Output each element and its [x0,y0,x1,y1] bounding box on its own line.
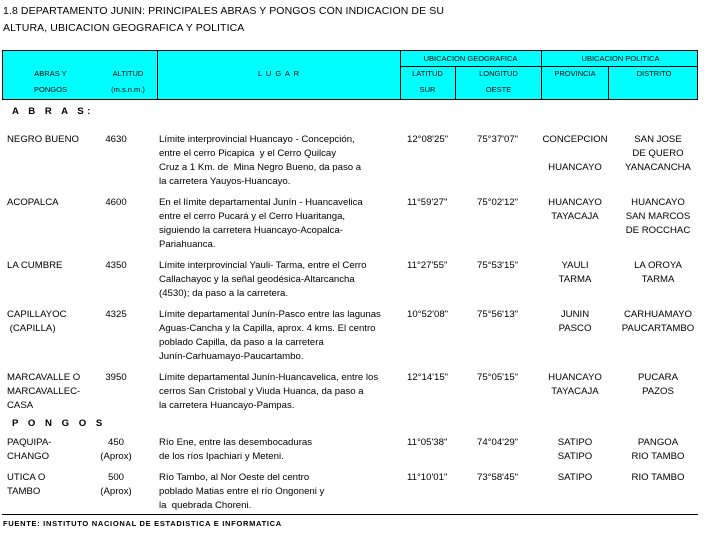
header-label: PONGOS [34,85,67,94]
cell-line: SATIPO [557,472,593,483]
cell-line: CONCEPCION [542,134,608,145]
cell-lon [477,133,537,147]
cell-line: 73°58'45" [477,472,519,483]
cell-line: TAYACAJA [551,211,599,222]
cell-lat [407,436,459,450]
cell-line: 74°04'29" [477,437,519,448]
cell-line: TARMA [641,274,675,285]
cell-line: Río Tambo, al Nor Oeste del centro [159,472,310,483]
header-longitud [456,69,541,94]
cell-lat [407,308,459,322]
cell-line: 10°52'08" [407,309,449,320]
header-lugar: L U G A R [257,69,301,78]
header-label: OESTE [485,85,512,94]
cell-lugar [159,259,404,301]
cell-lon [477,259,537,273]
cell-prov [540,133,610,175]
cell-line: 75°53'15" [477,260,519,271]
cell-line: JUNIN [560,309,590,320]
cell-line: 4600 [105,197,127,208]
cell-line: HUANCAYO [631,197,685,208]
cell-lat [407,259,459,273]
cell-line: MARCAVALLE O [7,372,81,383]
cell-line: Junín-Carhuamayo-Paucartambo. [159,351,304,362]
cell-dist [613,196,703,238]
cell-prov [540,471,610,485]
cell-line: la carretera Yauyos-Huancayo. [159,176,291,187]
cell-lon [477,471,537,485]
cell-lat [407,133,459,147]
header-subdivider [400,66,698,67]
cell-line: MARCAVALLEC- [7,386,81,397]
cell-line: PUCARA [638,372,678,383]
cell-alt [96,259,136,273]
cell-line: Aguas-Cancha y la Capilla, aprox. 4 kms. El centro [159,323,376,334]
cell-line: PANGOA [637,437,679,448]
footer-divider [2,514,698,515]
cell-line: LA OROYA [634,260,682,271]
cell-alt [96,471,136,499]
cell-line: 4350 [105,260,127,271]
cell-line: DE ROCCHAC [625,225,691,236]
cell-line: SATIPO [557,437,593,448]
cell-alt [96,436,136,464]
cell-line: YANACANCHA [625,162,691,173]
cell-line: poblado Matias entre el río Ongoneni y [159,486,325,497]
cell-dist [613,259,703,287]
cell-name [7,259,97,273]
cell-line: 75°37'07" [477,134,519,145]
header-provincia: PROVINCIA [554,69,596,78]
cell-line: (Aprox) [100,486,132,497]
cell-prov [540,436,610,464]
header-label: SUR [419,85,436,94]
cell-line: PASCO [558,323,592,334]
cell-line: Cruz a 1 Km. de Mina Negro Bueno, da paso a [159,162,362,173]
cell-alt [96,371,136,385]
cell-prov [540,196,610,224]
cell-line: cerros San Cristobal y Viuda Huanca, da paso a [159,386,364,397]
cell-line: 75°02'12" [477,197,519,208]
cell-line: (4530); da paso a la carretera. [159,288,289,299]
cell-alt [96,133,136,147]
cell-name [7,133,97,147]
cell-name [7,371,97,413]
cell-lon [477,308,537,322]
cell-line: (CAPILLA) [7,323,56,334]
cell-lugar [159,436,404,464]
cell-line: HUANCAYO [548,162,602,173]
cell-line: SAN JOSE [634,134,682,145]
cell-line: 4325 [105,309,127,320]
cell-line: Río Ene, entre las desembocaduras [159,437,313,448]
cell-name [7,471,97,499]
table-title [3,3,444,37]
cell-line: PAQUIPA- [7,437,52,448]
cell-lugar [159,471,404,513]
cell-line: DE QUERO [632,148,684,159]
cell-line: Límite interprovincial Huancayo - Concepción, [159,134,355,145]
cell-dist [613,436,703,464]
cell-lugar [159,308,404,364]
cell-prov [540,371,610,399]
cell-lat [407,471,459,485]
cell-line: 75°05'15" [477,372,519,383]
cell-line: TAYACAJA [551,386,599,397]
header-altitud [98,69,158,94]
cell-line: 11°27'55" [407,260,448,271]
source-note: FUENTE: INSTITUTO NACIONAL DE ESTADISTICA E INFORMATICA [3,519,282,528]
header-label: LATITUD [412,69,443,78]
cell-line: LA CUMBRE [7,260,63,271]
cell-name [7,436,97,464]
cell-dist [613,471,703,485]
header-ubicacion-geografica: UBICACION GEOGRAFICA [423,54,518,63]
header-label: ALTITUD [112,69,144,78]
cell-line: 11°05'38" [407,437,448,448]
cell-line: 11°10'01" [407,472,448,483]
cell-line: SATIPO [557,451,593,462]
cell-line: PAUCARTAMBO [621,323,695,334]
cell-line: PAZOS [642,386,674,397]
cell-line: CASA [7,400,34,411]
cell-line: En el límite departamental Junín - Huancavelica [159,197,363,208]
section-abras: A B R A S: [12,106,94,117]
cell-line: RIO TAMBO [631,451,685,462]
cell-lugar [159,371,404,413]
title-line-2: ALTURA, UBICACION GEOGRAFICA Y POLITICA [3,22,245,34]
table-header [2,50,698,100]
cell-line: SAN MARCOS [625,211,691,222]
section-pongos: P O N G O S [12,418,106,429]
cell-line: entre el cerro Pucará y el Cerro Huaritanga, [159,211,346,222]
cell-line: CARHUAMAYO [623,309,693,320]
cell-lugar [159,133,404,189]
cell-line: Límite interprovincial Yauli- Tarma, entre el Cerro [159,260,367,271]
cell-lat [407,196,459,210]
cell-line: poblado Capilla, da paso a la carretera [159,337,324,348]
cell-line: de los ríos Ipachiari y Meteni. [159,451,284,462]
header-label: ABRAS Y [34,69,67,78]
cell-line: 75°56'13" [477,309,519,320]
cell-line: Límite departamental Junín-Huancavelica, entre los [159,372,379,383]
cell-line: TARMA [558,274,592,285]
cell-line: 4630 [105,134,127,145]
cell-prov [540,259,610,287]
header-latitud [400,69,455,94]
cell-line [540,147,610,161]
cell-lon [477,371,537,385]
cell-lugar [159,196,404,252]
cell-line: CAPILLAYOC [7,309,67,320]
cell-line: (Aprox) [100,451,132,462]
cell-dist [613,133,703,175]
cell-line: 12°14'15" [407,372,449,383]
cell-line: TAMBO [7,486,41,497]
cell-line: 3950 [105,372,127,383]
header-label: (m.s.n.m.) [111,85,145,94]
cell-line: Pariahuanca. [159,239,216,250]
cell-line: YAULI [561,260,589,271]
cell-lat [407,371,459,385]
cell-line: RIO TAMBO [631,472,685,483]
cell-line: Callachayoc y la señal geodésica-Altarcancha [159,274,355,285]
cell-prov [540,308,610,336]
cell-line: 12°08'25" [407,134,449,145]
cell-dist [613,371,703,399]
cell-line: la quebrada Choreni. [159,500,252,511]
cell-line: CHANGO [7,451,50,462]
cell-line: Límite departamental Junín-Pasco entre las lagunas [159,309,381,320]
header-distrito: DISTRITO [636,69,672,78]
cell-line: siguiendo la carretera Huancayo-Acopalca- [159,225,343,236]
cell-line: HUANCAYO [548,197,602,208]
cell-line: UTICA O [7,472,46,483]
cell-line: HUANCAYO [548,372,602,383]
cell-name [7,308,97,336]
cell-line: 450 [107,437,124,448]
cell-line: NEGRO BUENO [7,134,79,145]
cell-line: entre el cerro Picapica y el Cerro Quilcay [159,148,337,159]
header-label: LONGITUD [479,69,518,78]
title-line-1: 1.8 DEPARTAMENTO JUNIN: PRINCIPALES ABRAS Y PONGOS CON INDICACION DE SU [3,5,445,17]
cell-line: la carretera Huancayo-Pampas. [159,400,295,411]
cell-line: ACOPALCA [7,197,59,208]
cell-line: 11°59'27" [407,197,448,208]
cell-alt [96,196,136,210]
cell-dist [613,308,703,336]
cell-line: 500 [107,472,124,483]
header-abras-pongos [3,69,98,94]
cell-lon [477,436,537,450]
cell-alt [96,308,136,322]
header-ubicacion-politica: UBICACION POLITICA [581,54,660,63]
cell-lon [477,196,537,210]
cell-name [7,196,97,210]
